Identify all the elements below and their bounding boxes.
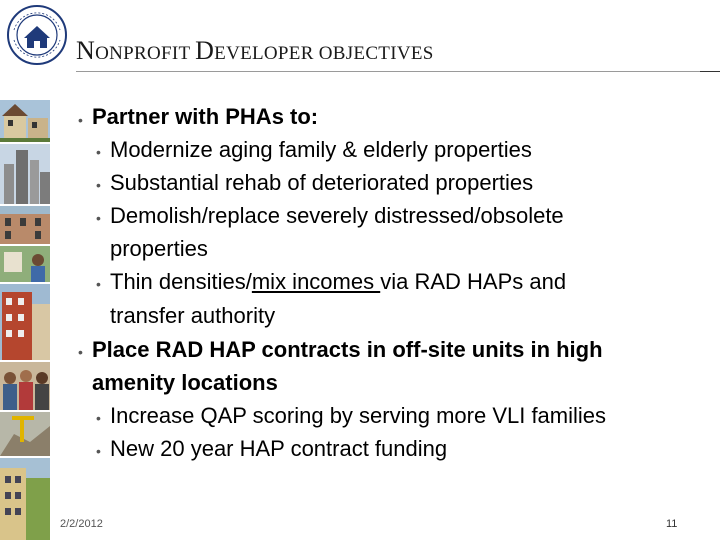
photo-rowhouses xyxy=(0,206,50,244)
photo-group xyxy=(0,362,50,410)
sub-bullet-modernize: Modernize aging family & elderly properties xyxy=(110,137,532,162)
title-divider xyxy=(76,71,700,72)
title-divider-accent xyxy=(700,71,720,72)
photo-demolition xyxy=(0,412,50,456)
sub-bullet-dot: • xyxy=(96,177,101,193)
rad-haps-text: via RAD HAPs and xyxy=(380,269,567,294)
sub-bullet-dot: • xyxy=(96,144,101,160)
bullet-partner-phas: Partner with PHAs to: xyxy=(92,104,319,129)
sub-bullet-dot: • xyxy=(96,443,101,459)
footer-date: 2/2/2012 xyxy=(60,518,103,530)
sub-bullet-demolish-cont: properties xyxy=(110,236,208,261)
sub-bullet-thin-densities-cont: transfer authority xyxy=(110,303,276,328)
bullet-dot: • xyxy=(78,344,83,360)
sub-bullet-qap-scoring: Increase QAP scoring by serving more VLI families xyxy=(110,403,607,428)
slide-title: NONPROFIT DEVELOPER OBJECTIVES xyxy=(76,36,434,65)
sub-bullet-thin-densities xyxy=(110,266,566,298)
sub-bullet-dot: • xyxy=(96,276,101,292)
bullet-place-rad-hap-cont: amenity locations xyxy=(92,370,278,395)
hud-seal-logo xyxy=(6,4,68,66)
sub-bullet-dot: • xyxy=(96,410,101,426)
page-number: 11 xyxy=(666,518,678,530)
sub-bullet-rehab: Substantial rehab of deteriorated properties xyxy=(110,170,534,195)
sub-bullet-demolish: Demolish/replace severely distressed/obsolete xyxy=(110,203,564,228)
thin-densities-text: Thin densities/ xyxy=(110,269,252,294)
sub-bullet-dot: • xyxy=(96,210,101,226)
bullet-place-rad-hap: Place RAD HAP contracts in off-site units in high xyxy=(92,337,603,362)
bullet-dot: • xyxy=(78,112,83,128)
photo-strip xyxy=(0,100,50,540)
sub-bullet-hap-funding: New 20 year HAP contract funding xyxy=(110,436,448,461)
photo-residents xyxy=(0,246,50,282)
photo-apartments xyxy=(0,284,50,360)
photo-skyline xyxy=(0,144,50,204)
photo-new-building xyxy=(0,458,50,540)
photo-houses xyxy=(0,100,50,142)
mix-incomes-link: mix incomes xyxy=(251,269,381,294)
